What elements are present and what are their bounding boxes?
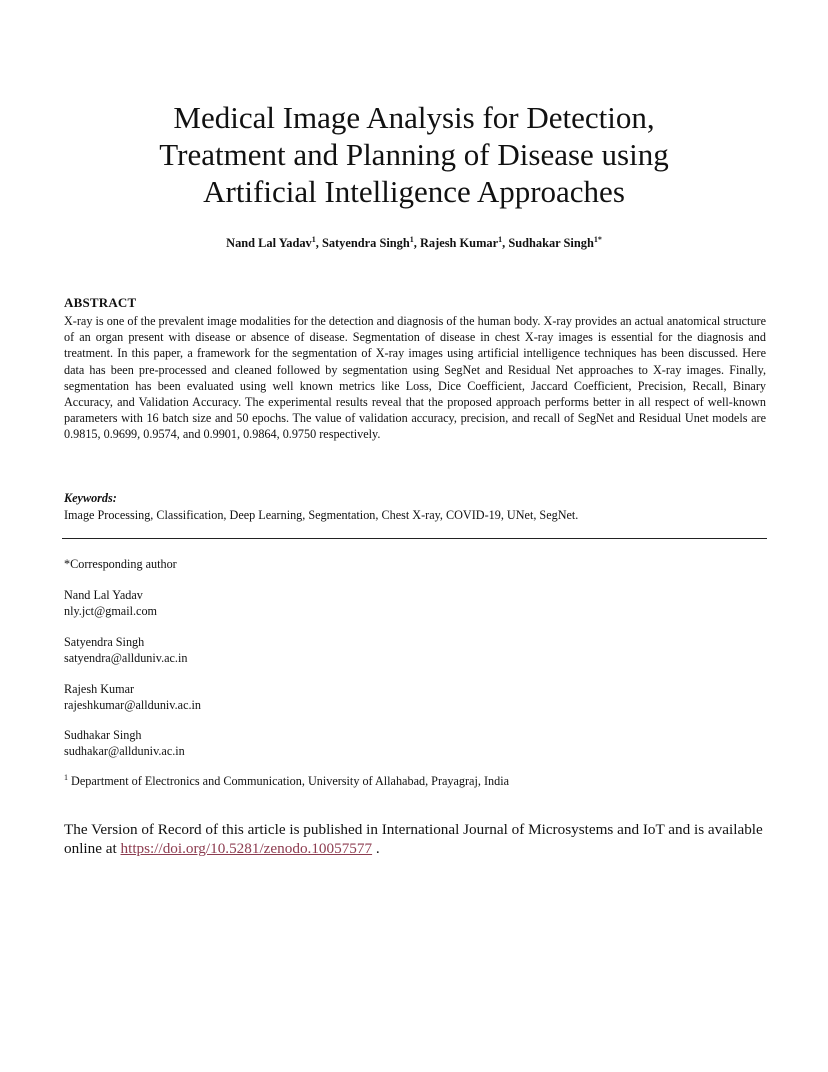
contact-name: Sudhakar Singh xyxy=(64,728,142,742)
author-affil-mark: 1 xyxy=(409,234,414,244)
author-name: Nand Lal Yadav xyxy=(226,236,312,250)
affiliation-text: Department of Electronics and Communication, University of Allahabad, Prayagraj, India xyxy=(71,774,509,788)
section-divider xyxy=(62,538,767,539)
contact-block xyxy=(64,727,185,760)
abstract-text: X-ray is one of the prevalent image modalities for the detection and diagnosis of the human body. X-ray provides an actual anatomical structure of an organ present with disease or absence of disease. Segmentation of disease in chest X-ray images is essential for the diagnosis and treatment. In this paper, a framework for the segmentation of X-ray images using artificial intelligence techniques has been discussed. Here data has been pre-processed and cleaned followed by segmentation using SegNet and Residual Net approaches to X-ray images. Finally, segmentation has been evaluated using well known metrics like Loss, Dice Coefficient, Jaccard Coefficient, Precision, Recall, Binary Accuracy, and Validation Accuracy. The experimental results reveal that the proposed approach performs better in all respect of well-known parameters with 16 batch size and 50 epochs. The value of validation accuracy, precision, and recall of SegNet and Residual Unet models are 0.9815, 0.9699, 0.9574, and 0.9901, 0.9864, 0.9750 respectively. xyxy=(64,314,766,442)
doi-link[interactable]: https://doi.org/10.5281/zenodo.10057577 xyxy=(120,839,373,857)
contact-email[interactable]: satyendra@allduniv.ac.in xyxy=(64,651,188,666)
author-name: Sudhakar Singh xyxy=(508,236,594,250)
contact-email[interactable]: nly.jct@gmail.com xyxy=(64,604,158,619)
contact-email[interactable]: rajeshkumar@allduniv.ac.in xyxy=(64,698,202,713)
author-name: Satyendra Singh xyxy=(321,236,410,250)
contact-name: Nand Lal Yadav xyxy=(64,588,143,602)
contact-block xyxy=(64,681,201,714)
author-list: Nand Lal Yadav$^1$, Satyendra Singh$^1$, Rajesh Kumar$^1$, Sudhakar Singh$^{1*}$ xyxy=(226,234,602,250)
contact-name: Satyendra Singh xyxy=(64,635,145,649)
author-affil-mark: 1 xyxy=(498,234,503,244)
contact-email[interactable]: sudhakar@allduniv.ac.in xyxy=(64,744,185,759)
affiliation xyxy=(64,774,509,789)
author-affil-mark: 1 xyxy=(311,234,316,244)
record-prefix: The Version of Record of this article is published in International Journal of Microsystems and IoT and is available online at xyxy=(64,821,763,857)
title-line-2: Treatment and Planning of Disease using xyxy=(159,137,669,172)
record-suffix: . xyxy=(375,839,380,857)
paper-title xyxy=(64,99,764,210)
version-of-record-note xyxy=(64,821,764,858)
keywords-text: Image Processing, Classification, Deep Learning, Segmentation, Chest X-ray, COVID-19, UNet, SegNet. xyxy=(64,508,579,522)
corresponding-author-note: *Corresponding author xyxy=(64,557,177,571)
title-line-1: Medical Image Analysis for Detection, xyxy=(173,100,655,135)
contact-block xyxy=(64,634,187,667)
contact-block xyxy=(64,587,157,620)
author-affil-mark: 1* xyxy=(593,234,602,244)
keywords-heading: Keywords: xyxy=(64,491,117,505)
affiliation-mark: 1 xyxy=(64,772,68,782)
author-name: Rajesh Kumar xyxy=(419,236,499,250)
title-line-3: Artificial Intelligence Approaches xyxy=(203,174,625,209)
contact-name: Rajesh Kumar xyxy=(64,682,135,696)
abstract-heading: ABSTRACT xyxy=(64,295,137,310)
